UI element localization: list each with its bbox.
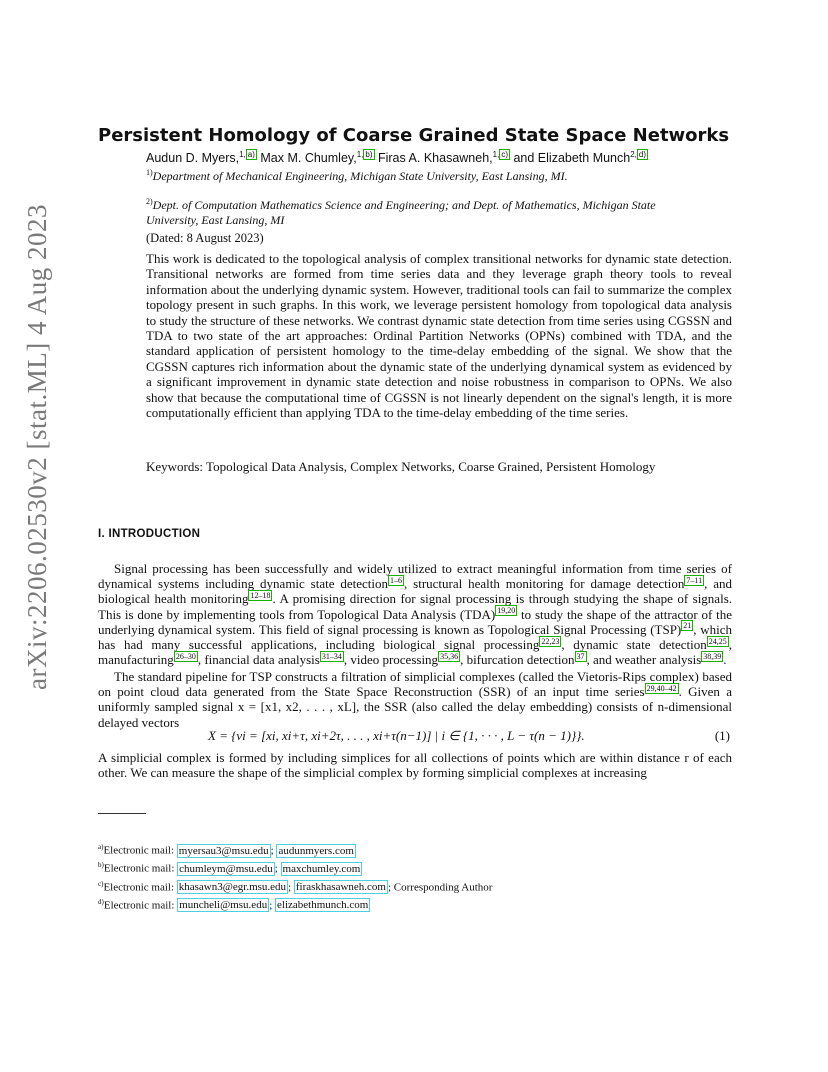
email-link[interactable]: myersau3@msu.edu: [178, 844, 269, 857]
citation-link[interactable]: 26–30: [175, 651, 196, 661]
email-link[interactable]: khasawn3@egr.msu.edu: [178, 881, 287, 894]
body-text: to study the shape of the attractor of the underlying dynamical system. This field of signal processing is known as Topological Signal Processing (TSP): [98, 606, 732, 637]
intro-paragraph-2: [98, 669, 732, 730]
author-name: Audun D. Myers,: [146, 151, 240, 166]
intro-paragraph-1: [98, 561, 732, 667]
citation-link[interactable]: 31–34: [321, 651, 342, 661]
author-affil-sup: 1,: [356, 150, 364, 159]
arxiv-identifier: arXiv:2206.02530v2 [stat.ML] 4 Aug 2023: [22, 204, 52, 690]
body-text: , structural health monitoring for damage detection: [404, 576, 685, 592]
body-text: The standard pipeline for TSP constructs a filtration of simplicial complexes (called the Vietoris-Rips complex) based on point cloud data generated from the State Space Reconstruction (SSR) of an input time series: [98, 669, 732, 700]
footnote-prefix: Electronic mail:: [103, 844, 177, 857]
author-footnote-link[interactable]: d): [638, 150, 647, 159]
footnote-prefix: Electronic mail:: [103, 881, 177, 894]
citation-link[interactable]: 12–18: [250, 591, 271, 601]
footnote-item: $^{c)}$Electronic mail: khasawn3@egr.msu.edu ; firaskhasawneh.com ; Corresponding Author: [98, 879, 493, 894]
body-text: , which has had many successful applications, including biological signal processing: [98, 621, 732, 653]
footnote-prefix: Electronic mail:: [103, 899, 178, 912]
equation-1: [98, 728, 732, 744]
author-name: Max M. Chumley,: [260, 151, 357, 166]
email-link[interactable]: chumleym@msu.edu: [179, 862, 273, 875]
affiliation-text: Department of Mechanical Engineering, Michigan State University, East Lansing, MI.: [152, 169, 568, 183]
author-affil-sup: 1,: [492, 150, 500, 159]
website-link[interactable]: elizabethmunch.com: [277, 899, 369, 912]
footnote-divider: [98, 813, 146, 814]
affiliation-1: [146, 166, 666, 184]
body-text: , financial data analysis: [197, 652, 320, 668]
author-name: and Elizabeth Munch: [513, 151, 631, 166]
affiliation-number: 2): [146, 197, 153, 206]
body-text: , video processing: [343, 652, 439, 668]
footnotes: [98, 840, 738, 913]
body-text: , dynamic state detection: [561, 637, 707, 653]
email-link[interactable]: muncheli@msu.edu: [179, 899, 268, 912]
body-text: .: [723, 652, 727, 668]
citation-link[interactable]: 29,40–42: [646, 683, 677, 693]
equation-number: (1): [714, 728, 730, 743]
footnote-prefix: Electronic mail:: [103, 862, 178, 875]
author-footnote-link[interactable]: c): [501, 150, 508, 159]
footnote-label: c): [98, 879, 104, 888]
body-text: . A promising direction for signal processing is through studying the shape of signals. This is done by implementing tools from Topological Data Analysis (TDA): [98, 591, 733, 622]
website-link[interactable]: firaskhasawneh.com: [295, 881, 386, 894]
footnote-item: $^{a)}$Electronic mail: myersau3@msu.edu ; audunmyers.com: [98, 843, 354, 857]
citation-link[interactable]: 35,36: [440, 651, 459, 661]
section-heading-introduction: I. INTRODUCTION: [98, 528, 201, 540]
body-text: , manufacturing: [98, 637, 732, 668]
author-footnote-link[interactable]: b): [365, 150, 373, 159]
citation-link[interactable]: 22,23: [541, 636, 560, 646]
website-link[interactable]: maxchumley.com: [282, 862, 361, 875]
footnote-label: b): [98, 861, 104, 870]
affiliation-number: 1): [146, 168, 153, 177]
footnote-label: a): [98, 843, 104, 851]
date-line: (Dated: 8 August 2023): [146, 231, 264, 245]
intro-paragraph-3: A simplicial complex is formed by including simplices for all collections of points which are within distance r of each other. We can measure the shape of the simplicial complex by forming simplicial complexes at increasing: [98, 750, 732, 781]
citation-link[interactable]: 7–11: [686, 575, 703, 585]
author-affil-sup: 1,: [239, 150, 246, 159]
author-footnote-link[interactable]: a): [247, 150, 255, 159]
website-link[interactable]: audunmyers.com: [278, 844, 354, 857]
author-name: Firas A. Khasawneh,: [377, 151, 493, 166]
footnote-item: $^{b)}$Electronic mail: chumleym@msu.edu ; maxchumley.com: [98, 861, 361, 875]
citation-link[interactable]: 21: [683, 621, 692, 631]
abstract: This work is dedicated to the topological analysis of complex transitional networks for dynamic state detection. Transitional networks are formed from time series data and they leverage graph theory tools to reveal information about the underlying dynamic system. However, traditional tools can fail to summarize the complex topology present in such graphs. In this work, we leverage persistent homology from topological data analysis to study the structure of these networks. We contrast dynamic state detection from time series using CGSSN and TDA to two state of the art approaches: Ordinal Partition Networks (OPNs) combined with TDA, and the standard application of persistent homology to the time-delay embedding of the signal. We show that the CGSSN captures rich information about the dynamic state of the underlying dynamical system as evidenced by a significant improvement in dynamic state detection and noise robustness in comparison to OPNs. We also show that because the computational time of CGSSN is not linearly dependent on the signal's length, it is more computationally efficient than applying TDA to the time-delay embedding of the time series.: [146, 251, 732, 421]
author-list: [146, 150, 648, 165]
body-text: , and weather analysis: [586, 652, 702, 668]
citation-link[interactable]: 38,39: [703, 651, 722, 661]
footnote-item: $^{d)}$Electronic mail: muncheli@msu.edu ; elizabethmunch.com: [98, 897, 369, 912]
body-text: . Given a uniformly sampled signal x = [x1, x2, . . . , xL], the SSR (also called the delay embedding) consists of n-dimensional delayed vectors: [98, 684, 732, 730]
paper-title: Persistent Homology of Coarse Grained State Space Networks: [98, 125, 730, 146]
author-affil-sup: 2,: [630, 150, 637, 159]
footnote-suffix: ; Corresponding Author: [387, 881, 493, 894]
body-text: , bifurcation detection: [460, 652, 575, 668]
citation-link[interactable]: 37: [576, 651, 585, 661]
footnote-label: d): [98, 897, 104, 906]
body-text: , and biological health monitoring: [98, 576, 732, 607]
citation-link[interactable]: 24,25: [708, 636, 727, 646]
affiliation-text: Dept. of Computation Mathematics Science and Engineering; and Dept. of Mathematics, Michigan State University, East Lansing, MI: [146, 198, 656, 227]
equation-body: X = {vi = [xi, xi+τ, xi+2τ, . . . , xi+τ(n−1)] | i ∈ {1, · · · , L − τ(n − 1)}}.: [208, 728, 585, 743]
keywords: Keywords: Topological Data Analysis, Complex Networks, Coarse Grained, Persistent Homology: [146, 459, 656, 474]
affiliation-2: [146, 195, 666, 227]
citation-link[interactable]: 19,20: [497, 606, 516, 616]
citation-link[interactable]: 1–6: [390, 575, 403, 585]
body-text: Signal processing has been successfully and widely utilized to extract meaningful information from time series of dynamical systems including dynamic state detection: [98, 561, 732, 592]
